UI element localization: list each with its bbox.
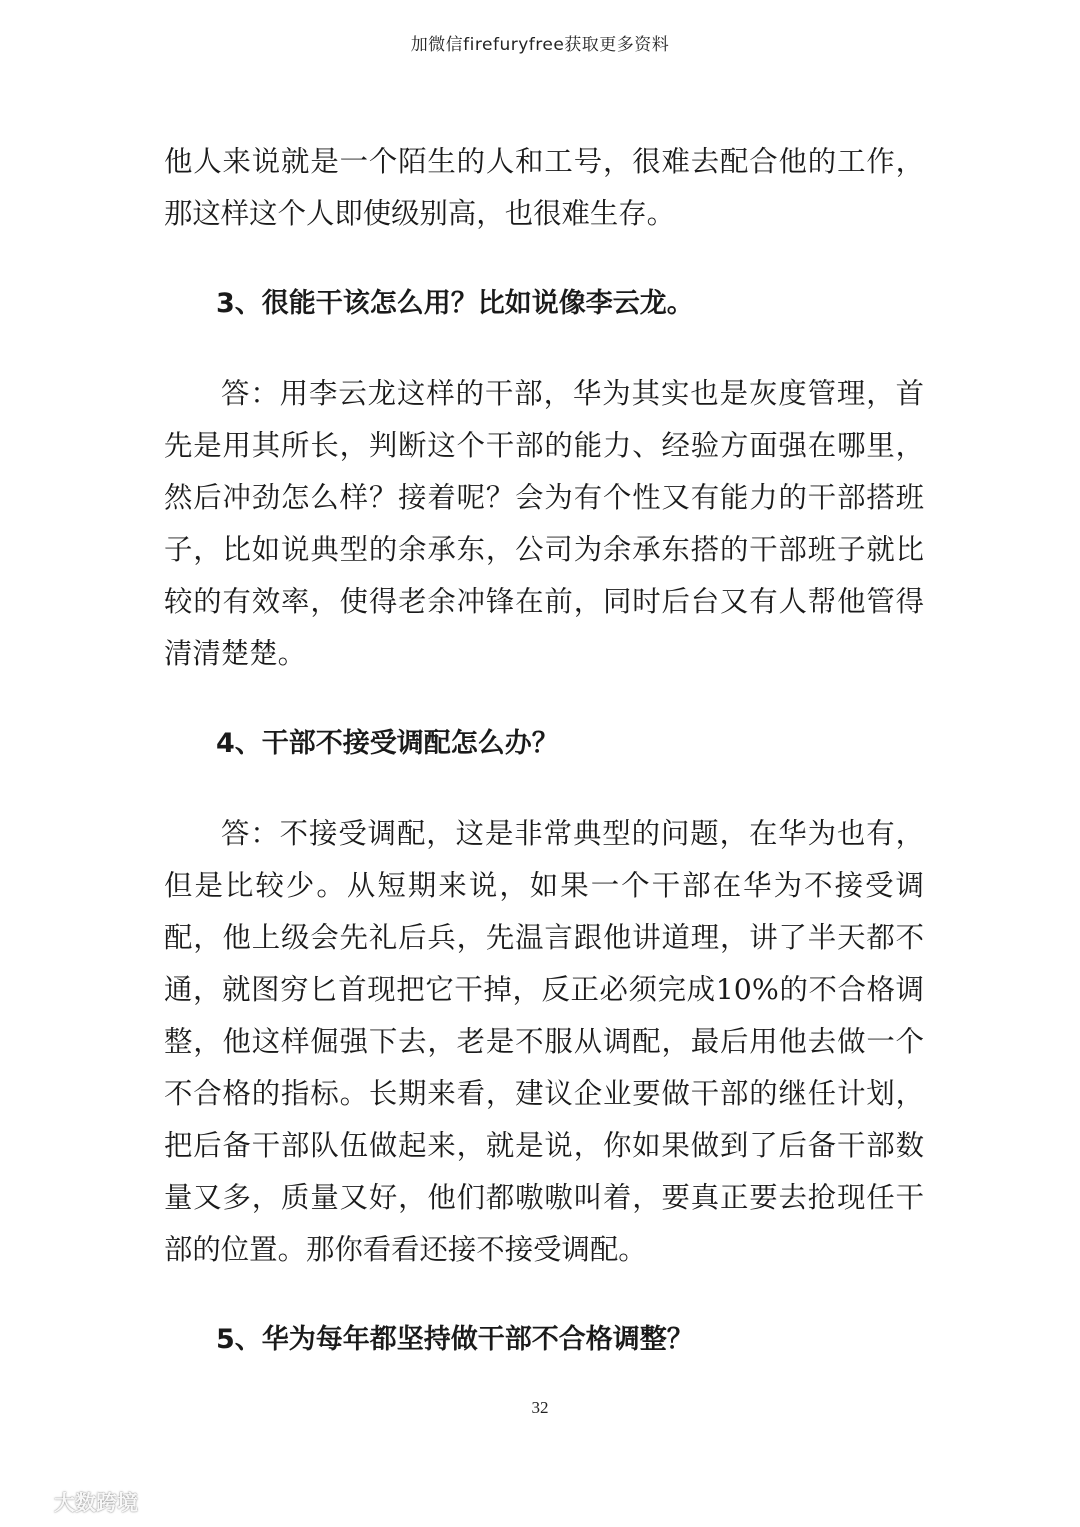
paragraph-answer-4: 答：不接受调配，这是非常典型的问题，在华为也有，但是比较少。从短期来说，如果一个干部在华为不接受调配，他上级会先礼后兵，先温言跟他讲道理，讲了半天都不通，就图穷匕首现把它干掉，反正必须完成10%的不合格调整，他这样倔强下去，老是不服从调配，最后用他去做一个不合格的指标。长期来看，建议企业要做干部的继任计划，把后备干部队伍做起来，就是说，你如果做到了后备干部数量又多，质量又好，他们都嗷嗷叫着，要真正要去抢现任干部的位置。那你看看还接不接受调配。 (164, 817, 924, 1266)
page-header: 加微信firefuryfree获取更多资料 (410, 35, 670, 55)
document-body (164, 136, 924, 1366)
weibo-logo-icon (10, 1487, 50, 1517)
page-number: 32 (531, 1398, 549, 1417)
paragraph-answer-3: 答：用李云龙这样的干部，华为其实也是灰度管理，首先是用其所长，判断这个干部的能力、经验方面强在哪里，然后冲劲怎么样？接着呢？会为有个性又有能力的干部搭班子，比如说典型的余承东，公司为余承东搭的干部班子就比较的有效率，使得老余冲锋在前，同时后台又有人帮他管得清清楚楚。 (164, 377, 924, 670)
watermark (10, 1487, 138, 1517)
section-heading-3: 3、很能干该怎么用？比如说像李云龙。 (216, 288, 694, 319)
section-heading-5: 5、华为每年都坚持做干部不合格调整？ (216, 1324, 694, 1355)
paragraph-continuation: 他人来说就是一个陌生的人和工号，很难去配合他的工作，那这样这个人即使级别高，也很难生存。 (164, 145, 924, 230)
section-heading-4: 4、干部不接受调配怎么办？ (216, 728, 559, 759)
watermark-text: 大数跨境 (54, 1491, 138, 1515)
